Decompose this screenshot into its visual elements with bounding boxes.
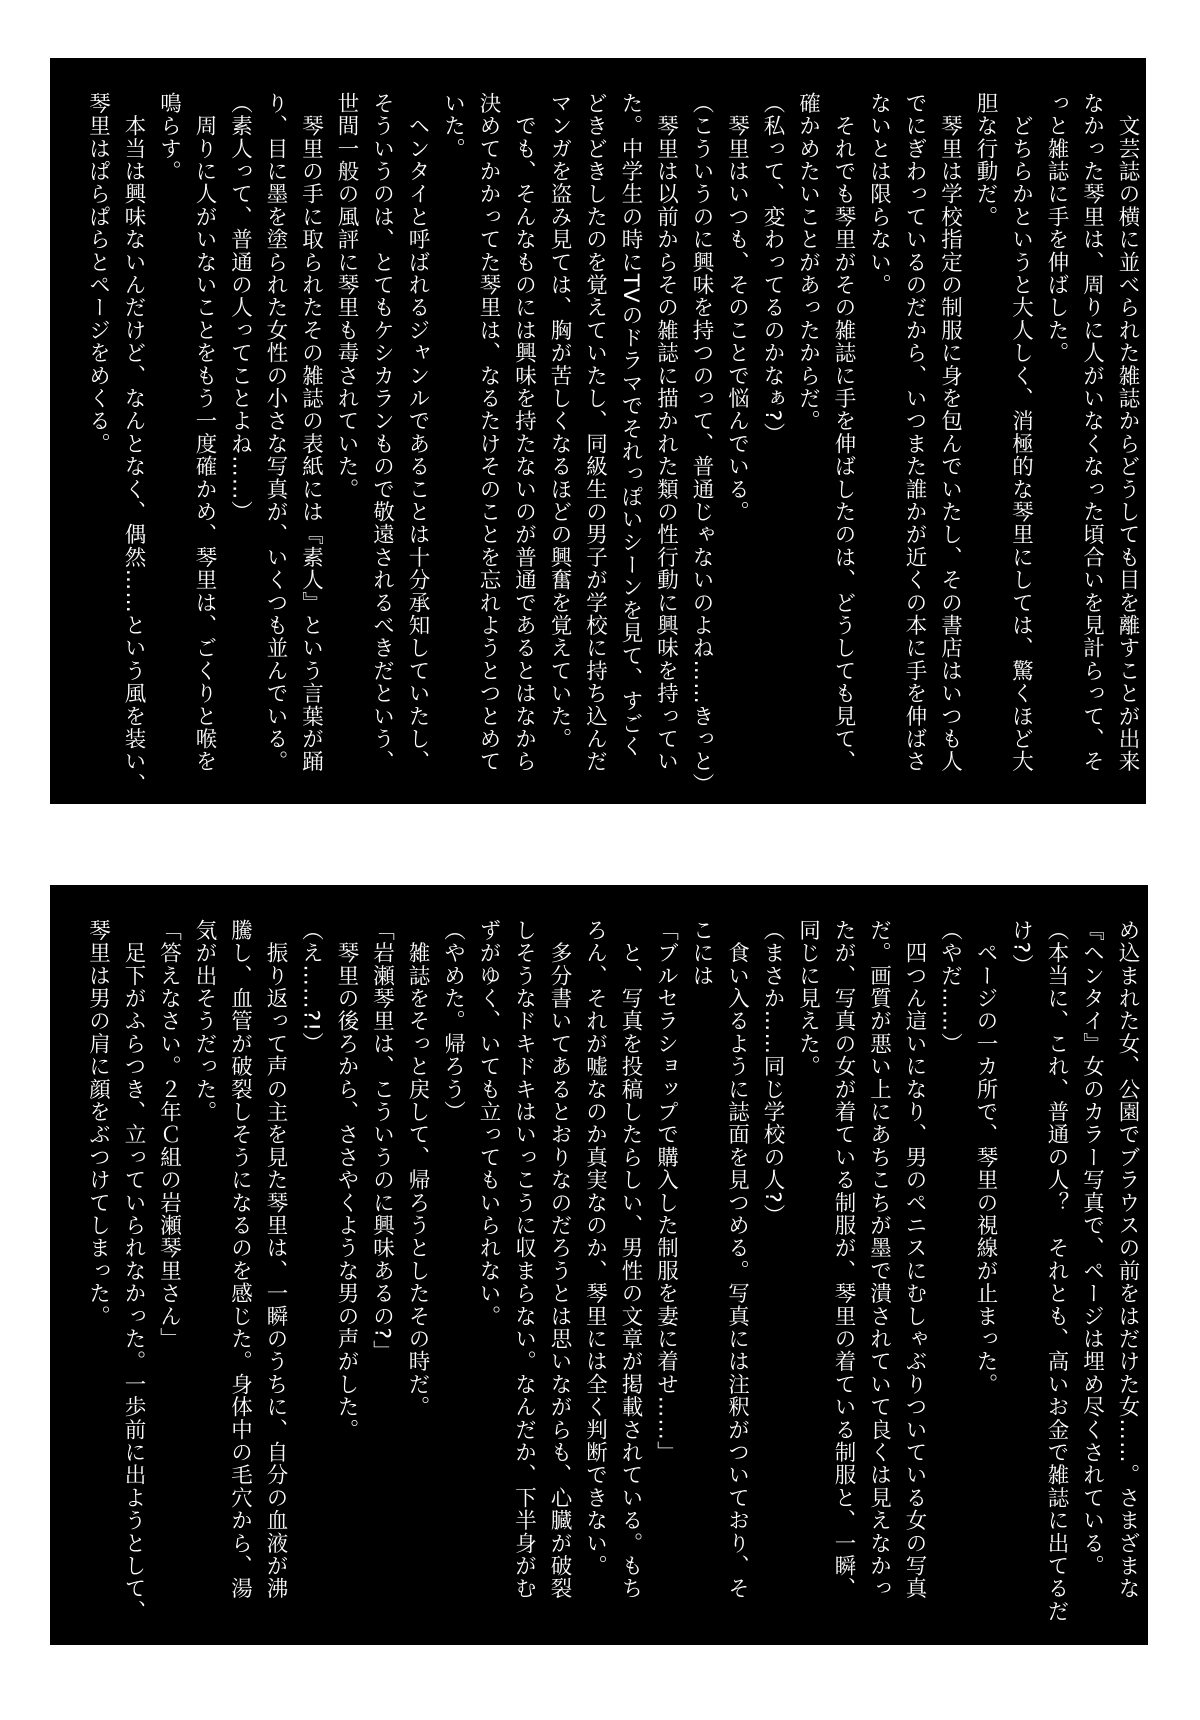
text-line: こには — [689, 919, 714, 988]
text-line: 琴里は以前からその雑誌に描かれた類の性行動に興味を持ってい — [653, 92, 679, 773]
text-line: け?） — [1008, 919, 1034, 978]
text-line: ろん、それが嘘なのか真実なのか、琴里には全く判断できない。 — [582, 919, 608, 1578]
text-panel-bottom — [50, 885, 1176, 1645]
text-line: 世間一般の風評に琴里も毒されていた。 — [334, 92, 359, 501]
text-line: 岩瀬琴里が、『ご主人様』と出逢ったのは、新宿の書店だ。 — [1150, 92, 1176, 695]
text-line: め込まれた女、公園でブラウスの前をはだけた女……。さまざまな — [1115, 919, 1140, 1600]
text-line: ヘンタイと呼ばれるジャンルであることは十分承知していたし、 — [405, 92, 430, 773]
text-line: ページの一カ所で、琴里の視線が止まった。 — [973, 919, 998, 1396]
text-line: いた。 — [440, 92, 466, 161]
text-line: 「答えなさい。２年Ｃ組の岩瀬琴里さん」 — [156, 919, 182, 1351]
text-line: ずがゆく、いても立ってもいられない。 — [476, 919, 501, 1328]
text-line: マンガを盗み見ては、胸が苦しくなるほどの興奮を覚えていた。 — [547, 92, 572, 751]
text-line: （え……?!） — [298, 919, 324, 1055]
text-line: 同じに見えた。 — [795, 919, 821, 1078]
text-line: 「ブルセラショップで購入した制服を妻に着せ……」 — [653, 919, 679, 1464]
text-panel-top — [50, 58, 1176, 804]
text-line: 胆な行動だ。 — [973, 92, 998, 229]
text-line: 琴里は学校指定の制服に身を包んでいたし、その書店はいつも人 — [937, 92, 963, 773]
text-line: そういうのは、とてもケシカランもので敬遠されるべきだという、 — [369, 92, 395, 773]
vertical-text-block-top — [80, 92, 1181, 796]
text-line: 確かめたいことがあったからだ。 — [795, 92, 821, 433]
text-line: 足下がふらつき、立っていられなかった。一歩前に出ようとして、 — [121, 919, 146, 1623]
text-line: 雑誌をそっと戻して、帰ろうとしたその時だ。 — [405, 919, 430, 1419]
text-line: 決めてかかってた琴里は、なるたけそのことを忘れようとつとめて — [476, 92, 501, 773]
text-line: ないとは限らない。 — [866, 92, 892, 297]
text-line: 琴里の手に取られたその雑誌の表紙には『素人』という言葉が踊 — [298, 92, 324, 773]
text-line: （本当に、これ、普通の人？ それとも、高いお金で雑誌に出てるだ — [1044, 919, 1069, 1623]
text-line: 振り返って声の主を見た琴里は、一瞬のうちに、自分の血液が沸 — [263, 919, 288, 1600]
vertical-text-block-bottom — [80, 919, 1181, 1621]
text-line: 鳴らす。 — [156, 92, 182, 183]
text-line: 食い入るように誌面を見つめる。写真には注釈がついており、そ — [724, 919, 750, 1600]
text-line: （まさか……同じ学校の人?） — [760, 919, 785, 1227]
text-line: 気が出そうだった。 — [192, 919, 217, 1124]
text-line: 琴里の後ろから、ささやくような男の声がした。 — [334, 919, 359, 1442]
text-line: 琴里は男の肩に顔をぶつけてしまった。 — [85, 919, 111, 1328]
text-line: 多分書いてあるとおりなのだろうとは思いながらも、心臓が破裂 — [547, 919, 572, 1600]
text-line: それでも琴里がその雑誌に手を伸ばしたのは、どうしても見て、 — [831, 92, 856, 773]
text-line: どちらかというと大人しく、消極的な琴里にしては、驚くほど大 — [1008, 92, 1034, 773]
text-line: だ。画質が悪い上にあちこちが墨で潰されていて良くは見えなかっ — [866, 919, 892, 1600]
text-line: 本当は興味ないんだけど、なんとなく、偶然……という風を装い、 — [121, 92, 146, 796]
text-line: （やめた。帰ろう） — [440, 919, 466, 1124]
text-line: 琴里はいつも、そのことで悩んでいる。 — [724, 92, 750, 524]
text-line: （やだ……） — [937, 919, 963, 1056]
text-line: 四つん這いになり、男のペニスにむしゃぶりついている女の写真 — [902, 919, 927, 1600]
text-line: しそうなドキドキはいっこうに収まらない。なんだか、下半身がむ — [511, 919, 537, 1600]
text-line: でも、そんなものには興味を持たないのが普通であるとはなから — [511, 92, 537, 773]
text-line: り、目に墨を塗られた女性の小さな写真が、いくつも並んでいる。 — [263, 92, 288, 773]
text-line: なかった琴里は、周りに人がいなくなった頃合いを見計らって、そ — [1079, 92, 1105, 773]
text-line: た。中学生の時にTVのドラマでそれっぽいシーンを見て、すごく — [618, 92, 643, 758]
text-line: と、写真を投稿したらしい、男性の文章が掲載されている。もち — [618, 919, 643, 1600]
text-line: どきどきしたのを覚えていたし、同級生の男子が学校に持ち込んだ — [582, 92, 608, 773]
text-line: 琴里はぱらぱらとページをめくる。 — [85, 92, 111, 456]
text-line: 騰し、血管が破裂しそうになるのを感じた。身体中の毛穴から、湯 — [227, 919, 253, 1600]
text-line: 背中一面を赤いロウで染めた女、両手を縛られ脚の間に異物を埋 — [1150, 919, 1176, 1600]
text-line: 「岩瀬琴里は、こういうのに興味あるの?」 — [369, 919, 395, 1363]
text-line: たが、写真の女が着ている制服が、琴里の着ている制服と、一瞬、 — [831, 919, 856, 1600]
text-line: （素人って、普通の人ってことよね……） — [227, 92, 253, 524]
text-line: っと雑誌に手を伸ばした。 — [1044, 92, 1069, 365]
text-line: 『ヘンタイ』女のカラー写真で、ページは埋め尽くされている。 — [1079, 919, 1105, 1578]
text-line: でにぎわっているのだから、いつまた誰かが近くの本に手を伸ばさ — [902, 92, 927, 773]
text-line: 周りに人がいないことをもう一度確かめ、琴里は、ごくりと喉を — [192, 92, 217, 773]
text-line: （私って、変わってるのかなぁ?） — [760, 92, 785, 446]
text-line: （こういうのに興味を持つのって、普通じゃないのよね……きっと） — [689, 92, 714, 796]
text-line: 文芸誌の横に並べられた雑誌からどうしても目を離すことが出来 — [1115, 92, 1140, 773]
